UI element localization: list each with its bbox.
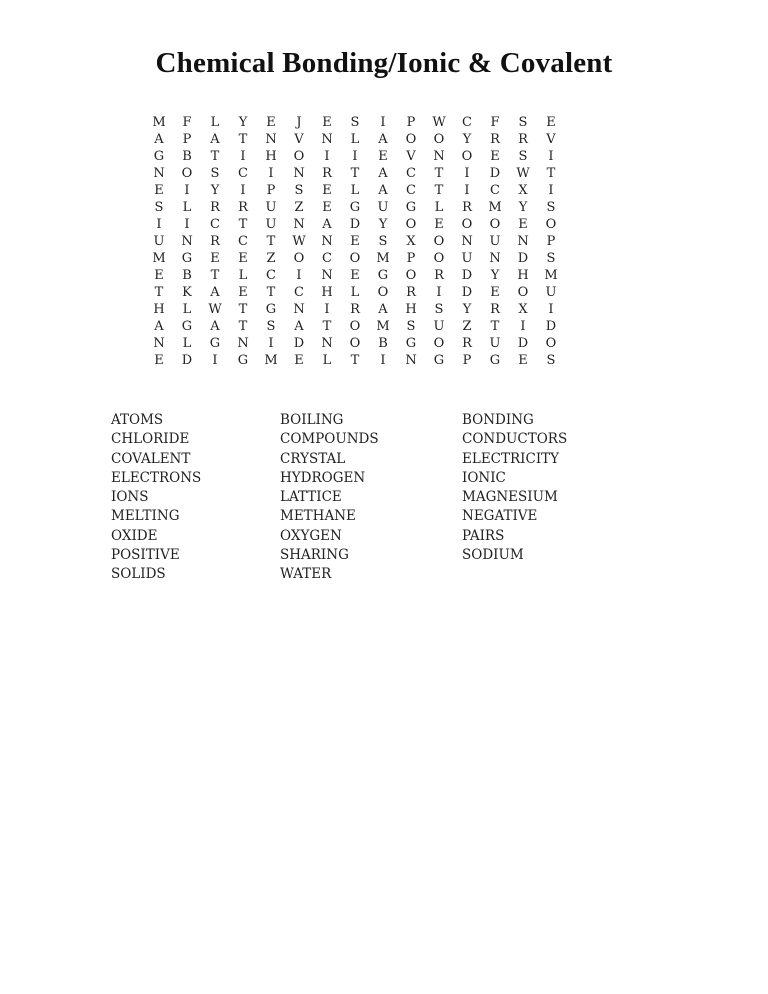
grid-row [145, 182, 595, 199]
grid-letter: S [434, 302, 444, 317]
grid-letter: E [294, 353, 304, 368]
grid-letter: M [152, 251, 166, 266]
word-list-item: WATER [280, 566, 332, 582]
grid-letter: E [322, 183, 332, 198]
word-list-item: CRYSTAL [280, 450, 346, 467]
grid-letter: L [182, 336, 192, 351]
grid-letter: G [405, 336, 417, 351]
grid-letter: G [433, 353, 445, 368]
grid-letter: E [490, 285, 500, 300]
grid-letter: N [321, 268, 333, 283]
grid-letter: N [433, 149, 445, 164]
grid-letter: S [154, 200, 164, 215]
word-list-item: SODIUM [462, 546, 524, 563]
word-list-item: ATOMS [111, 412, 164, 428]
grid-letter: E [518, 353, 528, 368]
grid-letter: P [462, 353, 472, 368]
word-list-item: BOILING [280, 412, 344, 428]
grid-letter: U [461, 251, 473, 266]
word-list-item: NEGATIVE [462, 508, 538, 525]
grid-letter: J [296, 115, 302, 130]
grid-letter: O [545, 217, 557, 232]
grid-letter: A [154, 319, 164, 334]
word-list-item: POSITIVE [111, 546, 180, 563]
grid-letter: S [518, 149, 528, 164]
grid-letter: I [324, 302, 330, 317]
grid-letter: E [154, 183, 164, 198]
grid-letter: G [349, 200, 361, 215]
grid-letter: D [517, 336, 529, 351]
grid-letter: G [209, 336, 221, 351]
grid-letter: L [322, 353, 332, 368]
grid-letter: G [489, 353, 501, 368]
word-list-item: PAIRS [462, 527, 505, 544]
grid-letter: O [517, 285, 529, 300]
grid-letter: T [238, 319, 248, 334]
grid-letter: P [406, 115, 416, 130]
grid-letter: M [544, 268, 558, 283]
grid-letter: Y [462, 302, 472, 317]
grid-letter: G [153, 149, 165, 164]
grid-letter: C [490, 183, 500, 198]
grid-letter: T [490, 319, 500, 334]
grid-letter: D [293, 336, 305, 351]
grid-letter: C [462, 115, 472, 130]
grid-letter: I [520, 319, 526, 334]
grid-letter: R [462, 200, 472, 215]
grid-letter: D [517, 251, 529, 266]
word-list-item: OXIDE [111, 527, 158, 544]
grid-letter: O [405, 217, 417, 232]
grid-letter: C [238, 234, 248, 249]
grid-letter: S [294, 183, 304, 198]
grid-letter: O [489, 217, 501, 232]
grid-letter: A [154, 132, 164, 147]
grid-letter: N [489, 251, 501, 266]
grid-row [145, 352, 595, 369]
grid-letter: C [266, 268, 276, 283]
grid-letter: L [182, 302, 192, 317]
grid-letter: N [321, 234, 333, 249]
grid-letter: M [376, 251, 390, 266]
grid-row [145, 233, 595, 250]
grid-letter: P [406, 251, 416, 266]
grid-letter: R [490, 132, 500, 147]
grid-letter: T [322, 319, 332, 334]
grid-letter: P [182, 132, 192, 147]
grid-letter: T [210, 149, 220, 164]
grid-letter: U [153, 234, 165, 249]
grid-letter: O [293, 251, 305, 266]
grid-letter: L [350, 132, 360, 147]
grid-letter: G [265, 302, 277, 317]
grid-letter: X [518, 302, 528, 317]
grid-letter: E [210, 251, 220, 266]
grid-letter: D [461, 268, 473, 283]
grid-letter: L [182, 200, 192, 215]
grid-letter: B [182, 149, 192, 164]
grid-letter: T [350, 353, 360, 368]
grid-letter: L [238, 268, 248, 283]
grid-letter: I [212, 353, 218, 368]
word-list-item: SOLIDS [111, 566, 166, 582]
grid-letter: Y [462, 132, 472, 147]
grid-letter: N [293, 217, 305, 232]
grid-letter: O [461, 217, 473, 232]
grid-letter: A [294, 319, 304, 334]
grid-letter: A [210, 285, 220, 300]
grid-letter: T [434, 183, 444, 198]
grid-letter: E [434, 217, 444, 232]
grid-letter: N [321, 336, 333, 351]
grid-letter: A [378, 302, 388, 317]
grid-letter: I [184, 217, 190, 232]
grid-letter: R [350, 302, 360, 317]
grid-letter: L [350, 285, 360, 300]
grid-letter: E [490, 149, 500, 164]
grid-letter: G [181, 319, 193, 334]
grid-letter: Y [518, 200, 528, 215]
grid-letter: I [464, 166, 470, 181]
grid-letter: W [292, 234, 306, 249]
grid-letter: I [352, 149, 358, 164]
grid-letter: G [181, 251, 193, 266]
grid-letter: X [518, 183, 528, 198]
grid-letter: O [349, 319, 361, 334]
grid-letter: I [380, 353, 386, 368]
word-list-item: ELECTRICITY [462, 450, 560, 467]
grid-row [145, 199, 595, 216]
grid-letter: E [154, 353, 164, 368]
grid-row [145, 216, 595, 233]
letter-grid [145, 114, 595, 369]
grid-letter: A [378, 166, 388, 181]
grid-letter: H [153, 302, 165, 317]
grid-letter: E [322, 115, 332, 130]
grid-letter: N [153, 166, 165, 181]
grid-row [145, 318, 595, 335]
grid-letter: I [548, 302, 554, 317]
grid-letter: F [490, 115, 500, 130]
grid-letter: C [322, 251, 332, 266]
grid-letter: Y [378, 217, 388, 232]
grid-letter: M [264, 353, 278, 368]
grid-letter: O [433, 336, 445, 351]
grid-letter: M [376, 319, 390, 334]
grid-letter: O [433, 251, 445, 266]
word-list-item: MELTING [111, 508, 180, 525]
grid-row [145, 250, 595, 267]
grid-letter: L [434, 200, 444, 215]
grid-letter: R [210, 234, 220, 249]
grid-letter: S [518, 115, 528, 130]
grid-letter: W [516, 166, 530, 181]
grid-letter: A [378, 183, 388, 198]
grid-letter: I [156, 217, 162, 232]
grid-letter: I [268, 336, 274, 351]
grid-letter: E [350, 234, 360, 249]
grid-letter: H [405, 302, 417, 317]
grid-letter: I [240, 149, 246, 164]
grid-letter: T [266, 285, 276, 300]
grid-letter: G [405, 200, 417, 215]
grid-letter: D [545, 319, 557, 334]
grid-row [145, 131, 595, 148]
grid-letter: F [182, 115, 192, 130]
grid-letter: O [433, 132, 445, 147]
grid-letter: N [153, 336, 165, 351]
grid-letter: D [489, 166, 501, 181]
grid-letter: T [238, 217, 248, 232]
word-list-item: ELECTRONS [111, 469, 202, 486]
grid-letter: U [489, 234, 501, 249]
grid-letter: U [433, 319, 445, 334]
grid-letter: H [517, 268, 529, 283]
grid-letter: V [546, 132, 556, 147]
grid-letter: S [350, 115, 360, 130]
grid-letter: Z [294, 200, 304, 215]
grid-letter: H [321, 285, 333, 300]
grid-letter: O [433, 234, 445, 249]
grid-letter: N [293, 166, 305, 181]
grid-letter: I [296, 268, 302, 283]
grid-letter: C [210, 217, 220, 232]
grid-letter: A [210, 132, 220, 147]
grid-letter: X [406, 234, 416, 249]
grid-letter: E [238, 285, 248, 300]
grid-letter: C [406, 166, 416, 181]
grid-letter: A [378, 132, 388, 147]
grid-letter: U [265, 200, 277, 215]
grid-letter: V [294, 132, 304, 147]
word-list-row [111, 450, 631, 469]
grid-letter: T [266, 234, 276, 249]
word-list-item: CONDUCTORS [462, 431, 568, 448]
grid-letter: S [546, 200, 556, 215]
grid-letter: M [152, 115, 166, 130]
grid-letter: W [432, 115, 446, 130]
word-list-item: LATTICE [280, 489, 342, 505]
grid-letter: R [434, 268, 444, 283]
grid-letter: P [266, 183, 276, 198]
grid-letter: R [406, 285, 416, 300]
grid-letter: T [154, 285, 164, 300]
grid-letter: E [238, 251, 248, 266]
grid-letter: O [405, 268, 417, 283]
word-list-item: IONIC [462, 469, 506, 486]
grid-letter: N [181, 234, 193, 249]
word-list-item: HYDROGEN [280, 469, 366, 486]
grid-row [145, 165, 595, 182]
grid-letter: S [210, 166, 220, 181]
grid-letter: P [546, 234, 556, 249]
grid-letter: T [350, 166, 360, 181]
grid-letter: R [322, 166, 332, 181]
word-list [111, 411, 631, 584]
grid-letter: H [265, 149, 277, 164]
word-list-item: OXYGEN [280, 527, 342, 544]
grid-letter: A [210, 319, 220, 334]
grid-letter: U [545, 285, 557, 300]
grid-letter: I [548, 149, 554, 164]
grid-letter: G [377, 268, 389, 283]
grid-letter: T [434, 166, 444, 181]
grid-letter: N [293, 302, 305, 317]
grid-letter: N [461, 234, 473, 249]
grid-letter: N [405, 353, 417, 368]
word-list-item: COMPOUNDS [280, 431, 379, 448]
grid-letter: I [184, 183, 190, 198]
grid-letter: S [546, 251, 556, 266]
grid-letter: E [154, 268, 164, 283]
word-list-row [111, 527, 631, 546]
grid-letter: B [378, 336, 388, 351]
word-list-item: MAGNESIUM [462, 489, 558, 505]
grid-letter: R [238, 200, 248, 215]
grid-letter: U [265, 217, 277, 232]
grid-letter: K [182, 285, 192, 300]
grid-letter: Z [266, 251, 276, 266]
grid-letter: E [322, 200, 332, 215]
grid-letter: D [461, 285, 473, 300]
word-list-row [111, 507, 631, 526]
grid-letter: I [548, 183, 554, 198]
grid-row [145, 284, 595, 301]
grid-letter: T [546, 166, 556, 181]
grid-letter: T [210, 268, 220, 283]
grid-letter: R [210, 200, 220, 215]
grid-letter: R [490, 302, 500, 317]
grid-letter: U [489, 336, 501, 351]
grid-letter: E [378, 149, 388, 164]
word-list-row [111, 488, 631, 507]
grid-letter: D [181, 353, 193, 368]
grid-letter: V [406, 149, 416, 164]
grid-row [145, 114, 595, 131]
grid-letter: I [436, 285, 442, 300]
grid-letter: S [266, 319, 276, 334]
grid-letter: Y [238, 115, 248, 130]
word-list-item: METHANE [280, 508, 356, 525]
grid-letter: O [461, 149, 473, 164]
word-list-row [111, 430, 631, 449]
grid-letter: L [210, 115, 220, 130]
grid-letter: E [518, 217, 528, 232]
grid-letter: R [462, 336, 472, 351]
grid-letter: O [349, 336, 361, 351]
grid-letter: I [324, 149, 330, 164]
grid-letter: N [237, 336, 249, 351]
grid-letter: T [238, 132, 248, 147]
grid-letter: E [350, 268, 360, 283]
word-list-item: BONDING [462, 412, 534, 428]
grid-row [145, 267, 595, 284]
grid-letter: C [294, 285, 304, 300]
grid-letter: M [488, 200, 502, 215]
word-list-item: CHLORIDE [111, 431, 190, 448]
grid-letter: O [405, 132, 417, 147]
grid-letter: I [268, 166, 274, 181]
word-list-item: COVALENT [111, 450, 191, 467]
grid-letter: S [378, 234, 388, 249]
grid-letter: O [377, 285, 389, 300]
grid-row [145, 301, 595, 318]
word-list-item: IONS [111, 489, 149, 505]
grid-letter: Y [490, 268, 500, 283]
grid-letter: O [181, 166, 193, 181]
word-list-row [111, 546, 631, 565]
grid-letter: Y [210, 183, 220, 198]
grid-letter: E [546, 115, 556, 130]
word-list-row [111, 565, 631, 584]
grid-letter: I [380, 115, 386, 130]
grid-letter: C [406, 183, 416, 198]
grid-letter: A [322, 217, 332, 232]
grid-row [145, 335, 595, 352]
grid-letter: N [517, 234, 529, 249]
grid-letter: N [321, 132, 333, 147]
grid-letter: U [377, 200, 389, 215]
grid-letter: G [237, 353, 249, 368]
grid-letter: D [349, 217, 361, 232]
grid-letter: W [208, 302, 222, 317]
grid-row [145, 148, 595, 165]
grid-letter: T [238, 302, 248, 317]
grid-letter: I [240, 183, 246, 198]
grid-letter: I [464, 183, 470, 198]
word-list-item: SHARING [280, 546, 349, 563]
grid-letter: S [406, 319, 416, 334]
word-list-row [111, 469, 631, 488]
grid-letter: C [238, 166, 248, 181]
grid-letter: O [293, 149, 305, 164]
grid-letter: O [545, 336, 557, 351]
grid-letter: Z [462, 319, 472, 334]
grid-letter: B [182, 268, 192, 283]
grid-letter: L [350, 183, 360, 198]
grid-letter: E [266, 115, 276, 130]
grid-letter: N [265, 132, 277, 147]
word-list-row [111, 411, 631, 430]
grid-letter: S [546, 353, 556, 368]
grid-letter: O [349, 251, 361, 266]
page-title: Chemical Bonding/Ionic & Covalent [155, 47, 613, 79]
grid-letter: R [518, 132, 528, 147]
